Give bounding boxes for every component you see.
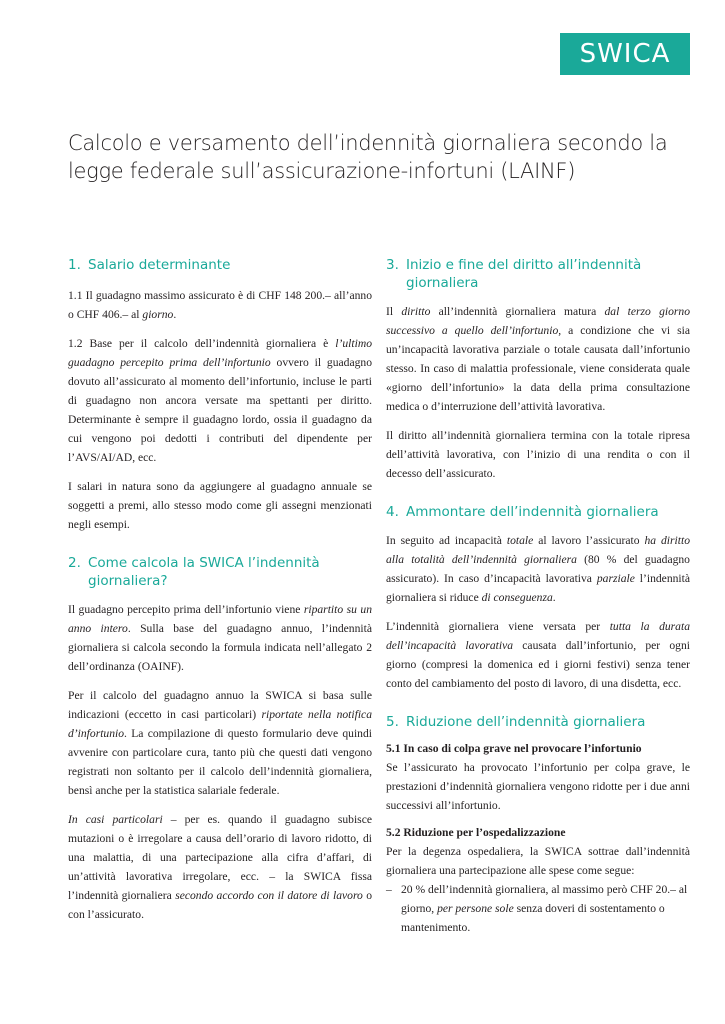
section-4-heading: 4. Ammontare dell’indennità giornaliera	[386, 504, 659, 520]
section-3-para-1: Il diritto all’indennità giornaliera matura dal terzo giorno successivo a quello dell’infortunio, a condizione che vi sia un’incapacità lavorativa parziale o totale causata dall’infortunio stesso. In caso di malattia professionale, viene considerata quale «giorno dell’infortunio» la data della prima consultazione medica o d’interruzione dell’attività lavorativa.	[386, 305, 690, 413]
section-2-para-3: In casi particolari – per es. quando il guadagno subisce mutazioni o è irregolare a causa dell’orario di lavoro ridotto, di una malattia, di una partecipazione alla cifra d’affari, di un’attività lavorativa irregolare, ecc. – la SWICA fissa l’indennità giornaliera secondo accordo con il datore di lavoro o con l’assicurato.	[68, 813, 372, 921]
section-1-para-3: I salari in natura sono da aggiungere al guadagno annuale se soggetti a premi, allo stesso modo come gli assegni menzionati negli esempi.	[68, 480, 372, 531]
section-3-para-2: Il diritto all’indennità giornaliera termina con la totale ripresa dell’attività lavorativa, con l’inizio di una rendita o con il decesso dell’assicurato.	[386, 429, 690, 480]
section-4-para-1: In seguito ad incapacità totale al lavoro l’assicurato ha diritto alla totalità dell’indennità giornaliera (80 % del guadagno assicurato). In caso d’incapacità lavorativa parziale l’indennità giornaliera si riduce di conseguenza.	[386, 534, 690, 604]
right-column	[386, 256, 690, 937]
section-2-para-1: Il guadagno percepito prima dell’infortunio viene ripartito su un anno intero. Sulla base del guadagno annuo, l’indennità giornaliera si calcola secondo la formula indicata nell’allegato 2 dell’ordinanza (OAINF).	[68, 603, 372, 673]
section-5-2-text: Per la degenza ospedaliera, la SWICA sottrae dall’indennità giornaliera una partecipazione alle spese come segue:	[386, 845, 690, 877]
section-1-para-2: 1.2 Base per il calcolo dell’indennità giornaliera è l’ultimo guadagno percepito prima dell’infortunio ovvero il guadagno dovuto all’assicurato al momento dell’infortunio, incluse le parti di guadagno non ancora versate ma spettanti per diritto. Determinante è sempre il guadagno lordo, ossia il guadagno da cui vengono poi dedotti i contributi del dipendente per l’AVS/AI/AD, ecc.	[68, 337, 372, 464]
section-2-para-2: Per il calcolo del guadagno annuo la SWICA si basa sulle indicazioni (eccetto in casi particolari) riportate nella notifica d’infortunio. La compilazione di questo formulario deve quindi avvenire con particolare cura, tanto più che questi dati vengono registrati non soltanto per il calcolo dell’indennità giornaliera, bensì anche per la statistica salariale federale.	[68, 689, 373, 797]
section-5-1-text: Se l’assicurato ha provocato l’infortunio per colpa grave, le prestazioni d’indennità giornaliera vengono ridotte per i due anni successivi all’infortunio.	[386, 761, 690, 812]
section-5-1-title: 5.1 In caso di colpa grave nel provocare l’infortunio	[386, 742, 642, 755]
section-2-heading: 2. Come calcola la SWICA l’indennità giornaliera?	[68, 555, 320, 589]
section-1-heading: 1. Salario determinante	[68, 257, 231, 273]
section-3-heading: 3. Inizio e fine del diritto all’indennità giornaliera	[386, 257, 642, 291]
page-title: Calcolo e versamento dell’indennità giornaliera secondo la legge federale sull’assicurazione-infortuni (LAINF)	[68, 131, 668, 183]
section-5-heading: 5. Riduzione dell’indennità giornaliera	[386, 714, 646, 730]
section-4-para-2: L’indennità giornaliera viene versata per tutta la durata dell’incapacità lavorativa causata dall’infortunio, per ogni giorno (compresi la domenica ed i giorni festivi) senza tener conto del cambiamento del posto di lavoro, di una disdetta, ecc.	[386, 620, 690, 690]
section-1-para-1: 1.1 Il guadagno massimo assicurato è di CHF 148 200.– all’anno o CHF 406.– al giorno.	[68, 289, 372, 321]
section-5-2-title: 5.2 Riduzione per l’ospedalizzazione	[386, 826, 566, 839]
left-column	[68, 256, 372, 924]
swica-logo: SWICA	[560, 33, 690, 75]
list-item: – 20 % dell’indennità giornaliera, al massimo però CHF 20.– al giorno, per persone sole senza doveri di sostentamento o mantenimento.	[386, 883, 688, 934]
